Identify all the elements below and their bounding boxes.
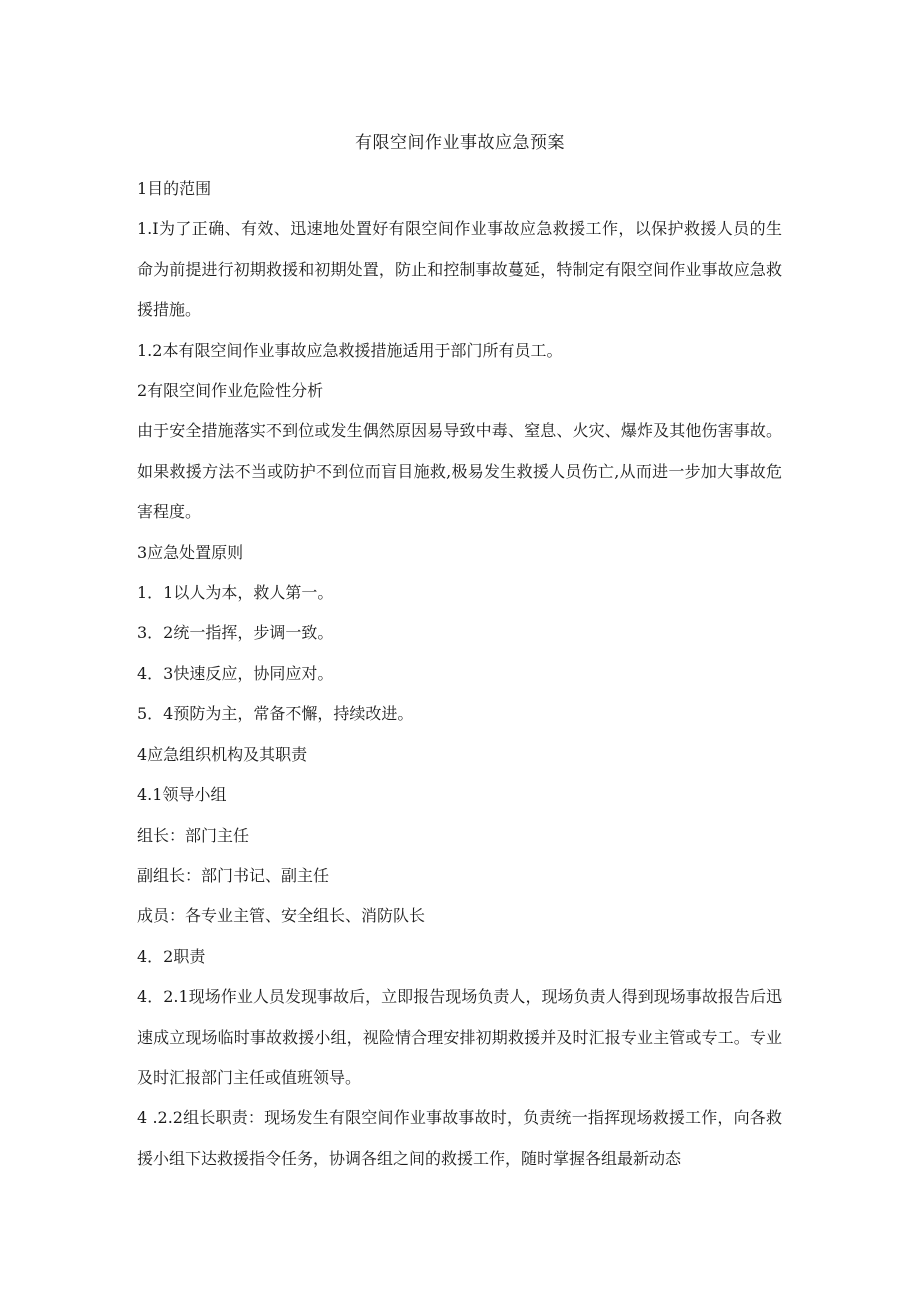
paragraph-4-2-1: 4．2.1现场作业人员发现事故后，立即报告现场负责人，现场负责人得到现场事故报告后迅速成立现场临时事故救援小组，视险情合理安排初期救援并及时汇报专业主管或专工。专业及时汇报部门主任或值班领导。 [137, 987, 782, 1087]
section-heading-3: 3应急处置原则 [137, 542, 244, 562]
document-body [137, 169, 782, 1179]
subsection-heading-4-2: 4．2职责 [137, 946, 206, 966]
principle-item-1: 1．1以人为本，救人第一。 [137, 583, 334, 603]
members-line: 成员：各专业主管、安全组长、消防队长 [137, 906, 426, 926]
principle-item-4: 5．4预防为主，常备不懈，持续改进。 [137, 704, 414, 724]
section-heading-1: 1目的范围 [137, 179, 212, 198]
subsection-heading-4-1: 4.1领导小组 [137, 785, 227, 805]
section-heading-2: 2有限空间作业危险性分析 [137, 381, 324, 401]
paragraph-2: 由于安全措施落实不到位或发生偶然原因易导致中毒、窒息、火灾、爆炸及其他伤害事故。如果救援方法不当或防护不到位而盲目施救,极易发生救援人员伤亡,从而进一步加大事故危害程度。 [137, 421, 782, 522]
principle-item-3: 4．3快速反应，协同应对。 [137, 663, 334, 683]
paragraph-4-2-2: 4 .2.2组长职责：现场发生有限空间作业事故事故时，负责统一指挥现场救援工作，向各救援小组下达救援指令任务，协调各组之间的救援工作，随时掌握各组最新动态 [137, 1108, 782, 1168]
section-heading-4: 4应急组织机构及其职责 [137, 744, 308, 764]
team-leader-line: 组长：部门主任 [137, 825, 250, 845]
paragraph-1-2: 1.2本有限空间作业事故应急救援措施适用于部门所有员工。 [137, 340, 563, 360]
deputy-leader-line: 副组长：部门书记、副主任 [137, 865, 330, 885]
principle-item-2: 3．2统一指挥，步调一致。 [137, 623, 334, 643]
paragraph-1-1: 1.I为了正确、有效、迅速地处置好有限空间作业事故应急救援工作，以保护救援人员的生命为前提进行初期救援和初期处置，防止和控制事故蔓延，特制定有限空间作业事故应急救援措施。 [137, 219, 782, 320]
document-title: 有限空间作业事故应急预案 [355, 133, 565, 153]
